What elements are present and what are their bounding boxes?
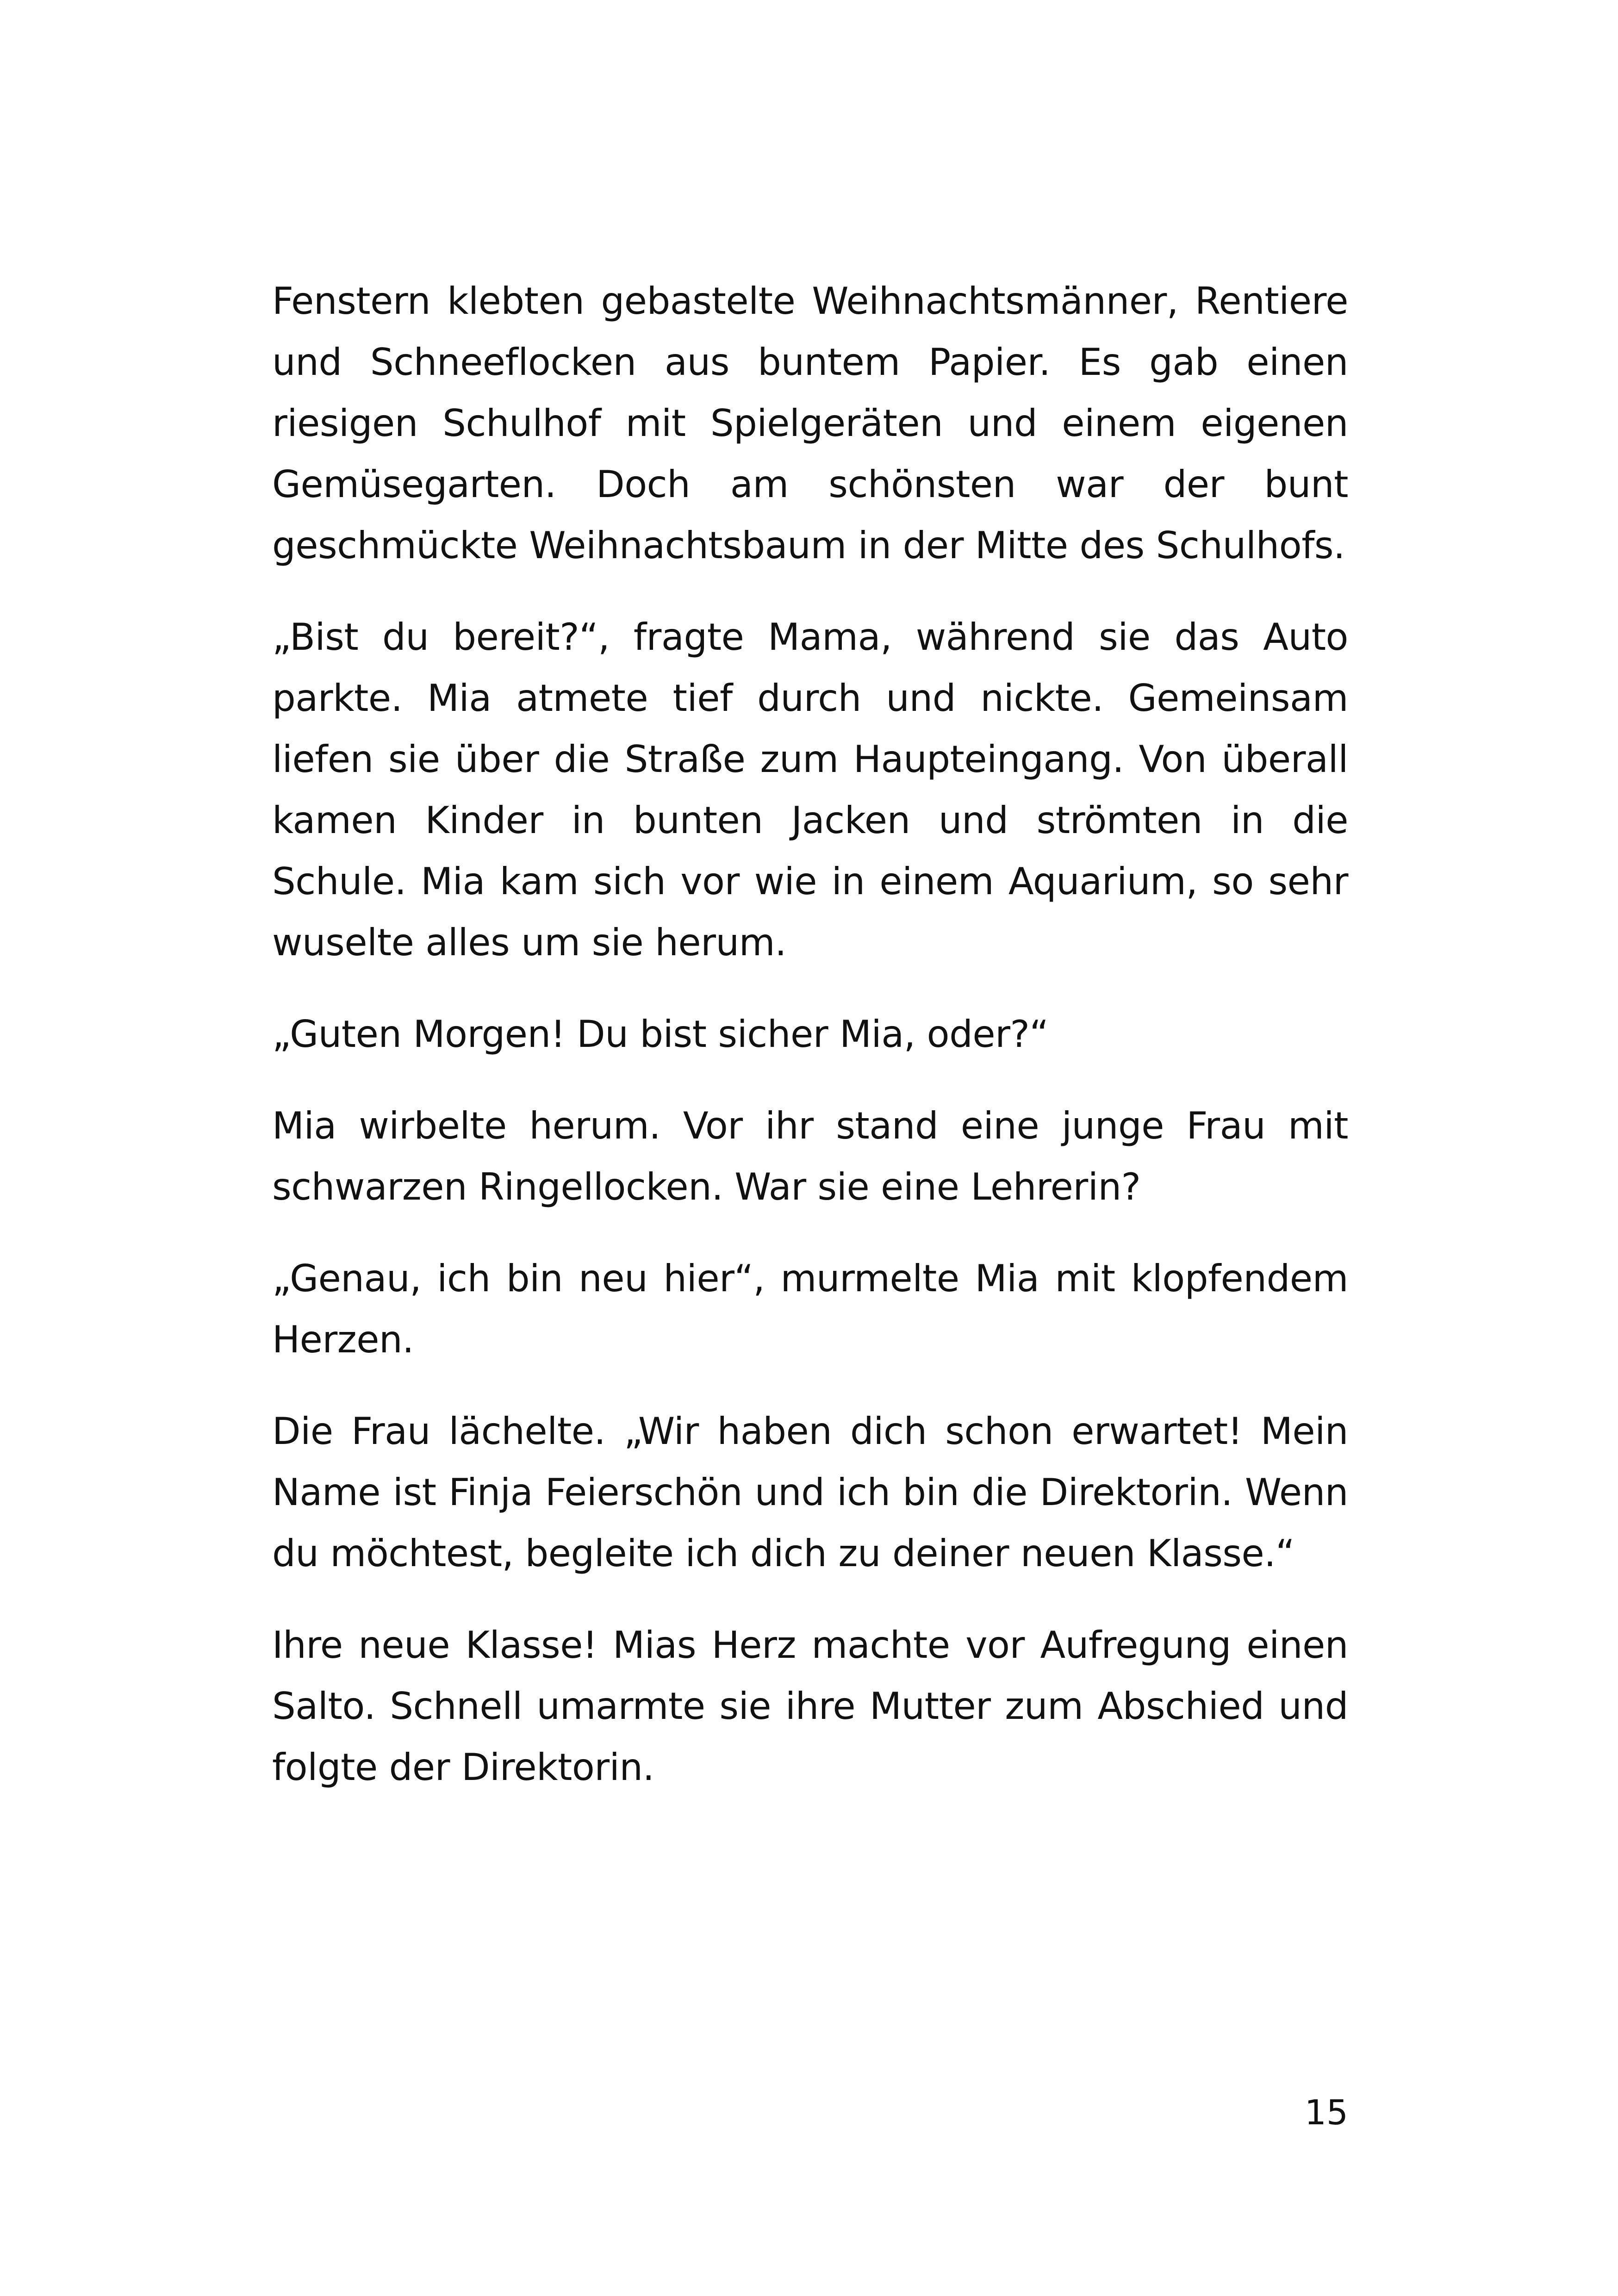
paragraph: Die Frau lächelte. „Wir haben dich schon erwartet! Mein Name ist Finja Feierschön und ich bin die Direktorin. Wenn du möchtest, begleite ich dich zu deiner neuen Klasse.“ [272,1410,1348,1575]
paragraph: Ihre neue Klasse! Mias Herz machte vor Aufregung einen Salto. Schnell umarmte sie ihre Mutter zum Abschied und folgte der Direktorin. [272,1624,1348,1789]
page-number: 15 [1304,2093,1348,2133]
paragraph: „Guten Morgen! Du bist sicher Mia, oder?“ [272,1013,1049,1056]
paragraph: Mia wirbelte herum. Vor ihr stand eine junge Frau mit schwarzen Ringellocken. War sie eine Lehrerin? [272,1104,1348,1208]
paragraph: Fenstern klebten gebastelte Weihnachtsmänner, Rentiere und Schneeflocken aus buntem Papier. Es gab einen riesigen Schulhof mit Spielgeräten und einem eigenen Gemüsegarten. Doch am schönsten war der bunt geschmückte Weihnachtsbaum in der Mitte des Schulhofs. [272,280,1348,567]
paragraph: „Genau, ich bin neu hier“, murmelte Mia mit klopfendem Herzen. [272,1257,1348,1361]
paragraph: „Bist du bereit?“, fragte Mama, während sie das Auto parkte. Mia atmete tief durch und nickte. Gemeinsam liefen sie über die Straße zum Haupteingang. Von überall kamen Kinder in bunten Jacken und strömten in die Schule. Mia kam sich vor wie in einem Aquarium, so sehr wuselte alles um sie herum. [272,616,1348,964]
body-text [272,271,1348,1829]
